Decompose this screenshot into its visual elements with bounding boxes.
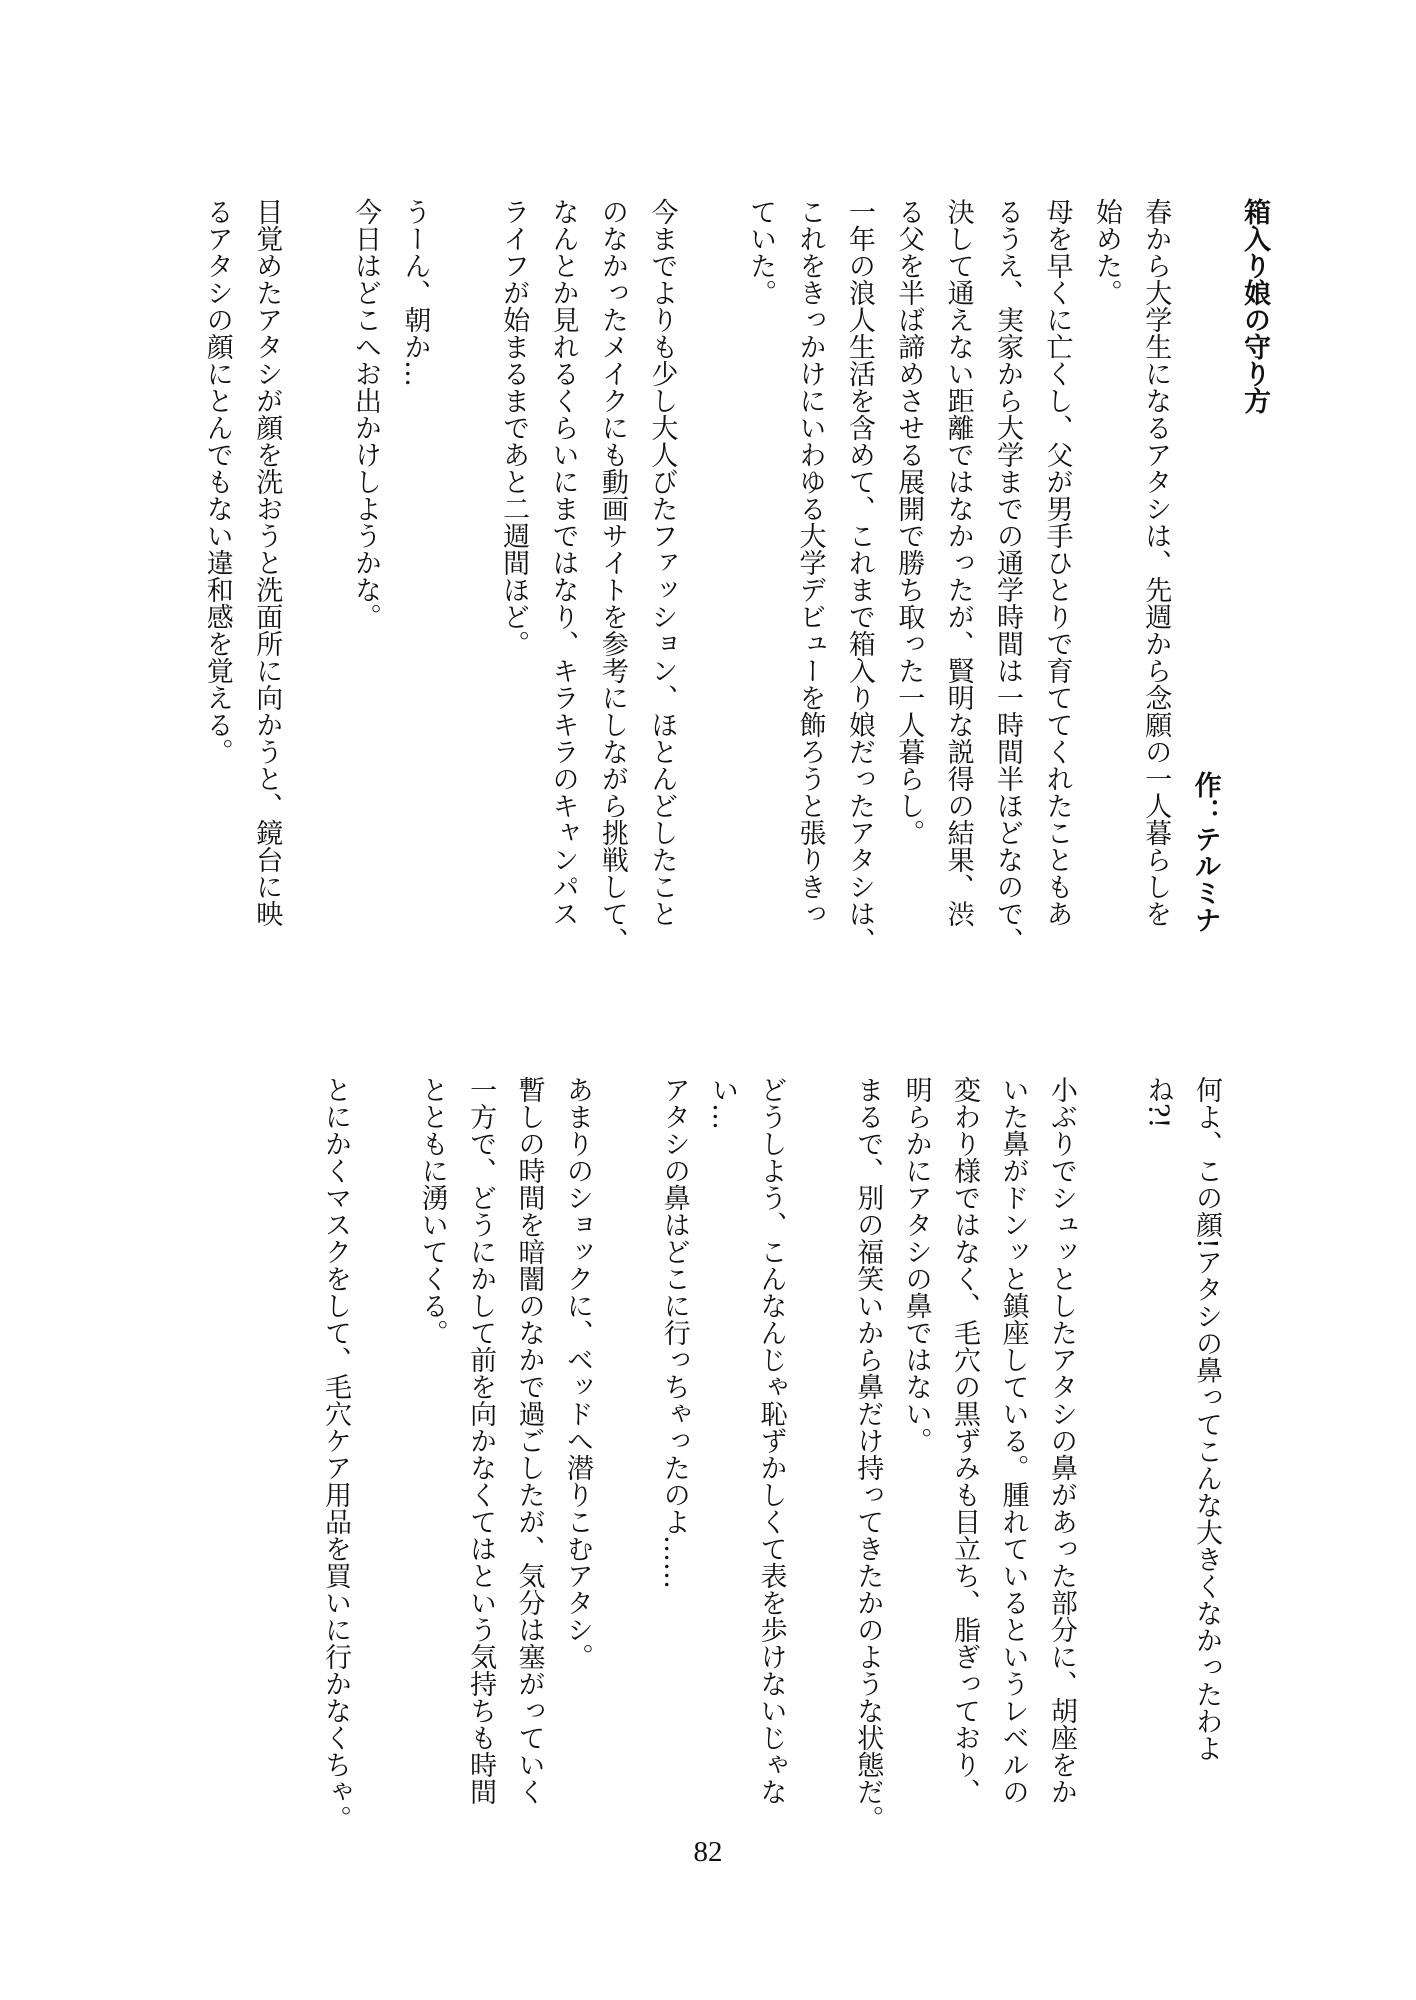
text-column: 決して通えない距離ではなかったが、賢明な説得の結果、渋 [942,198,974,927]
text-column: なんとか見れるくらいにまではなり、キラキラのキャンパス [547,198,579,927]
story-upper-half [192,198,1279,954]
text-column: い… [707,1076,739,1130]
page-number: 82 [693,1836,723,1868]
text-column: 何よ、この顔!アタシの鼻ってこんな大きくなかったわよ [1191,1076,1222,1762]
text-column: るアタシの顔にとんでもない違和感を覚える。 [201,198,233,765]
text-column: ね?! [1142,1076,1174,1129]
text-column: 一方で、どうにかして前を向かなくてはという気持ちも時間 [465,1076,497,1805]
text-column: とともに湧いてくる。 [416,1076,448,1346]
text-column: る父を半ば諦めさせる展開で勝ち取った一人暮らし。 [893,198,925,846]
text-column: 始めた。 [1090,198,1122,306]
text-column: いた鼻がドンッと鎮座している。腫れているというレベルの [997,1076,1029,1805]
text-column: あまりのショックに、ベッドへ潜りこむアタシ。 [561,1076,593,1670]
text-column: とにかくマスクをして、毛穴ケア用品を買いに行かなくちゃ。 [319,1076,351,1832]
blank-column [1085,1076,1133,1776]
text-column: うーん、朝か… [399,198,431,387]
author-byline: 作：テルミナ [1189,771,1221,933]
text-column: 今日はどこへお出かけしようかな。 [349,198,381,630]
blank-column [359,1076,407,1776]
blank-column [686,198,735,933]
blank-column [601,1076,649,1776]
text-column: これをきっかけにいわゆる大学デビューを飾ろうと張りきっ [794,198,826,927]
story-title: 箱入り娘の守り方 [1239,198,1270,414]
text-column: 一年の浪人生活を含めて、これまで箱入り娘だったアタシは、 [843,198,875,954]
text-column: のなかったメイクにも動画サイトを参考にしながら挑戦して、 [596,198,628,954]
blank-column [794,1076,842,1776]
text-column: どうしよう、こんなんじゃ恥ずかしくて表を歩けないじゃな [755,1076,787,1805]
story-lower-half [311,1076,1230,1832]
text-column: 小ぶりでシュッとしたアタシの鼻があった部分に、胡座をか [1045,1076,1077,1805]
text-column: まるで、別の福笑いから鼻だけ持ってきたかのような状態だ。 [852,1076,884,1832]
text-column: ライフが始まるまであと二週間ほど。 [498,198,530,657]
text-column: 暫しの時間を暗闇のなかで過ごしたが、気分は塞がっていく [513,1076,545,1805]
text-column: るうえ、実家から大学までの通学時間は一時間半ほどなので、 [992,198,1024,954]
text-column: アタシの鼻はどこに行っちゃったのよ…… [658,1076,690,1589]
text-column: 明らかにアタシの鼻ではない。 [900,1076,932,1454]
blank-column [439,198,488,933]
text-column: ていた。 [745,198,777,306]
text-column: 春から大学生になるアタシは、先週から念願の一人暮らしを [1140,198,1172,927]
blank-column [291,198,340,933]
text-column: 変わり様ではなく、毛穴の黒ずみも目立ち、脂ぎっており、 [949,1076,981,1805]
text-column: 目覚めたアタシが顔を洗おうと洗面所に向かうと、鏡台に映 [251,198,283,927]
text-column: 今までよりも少し大人びたファッション、ほとんどしたこと [646,198,678,927]
text-column: 母を早くに亡くし、父が男手ひとりで育ててくれたこともあ [1041,198,1073,927]
